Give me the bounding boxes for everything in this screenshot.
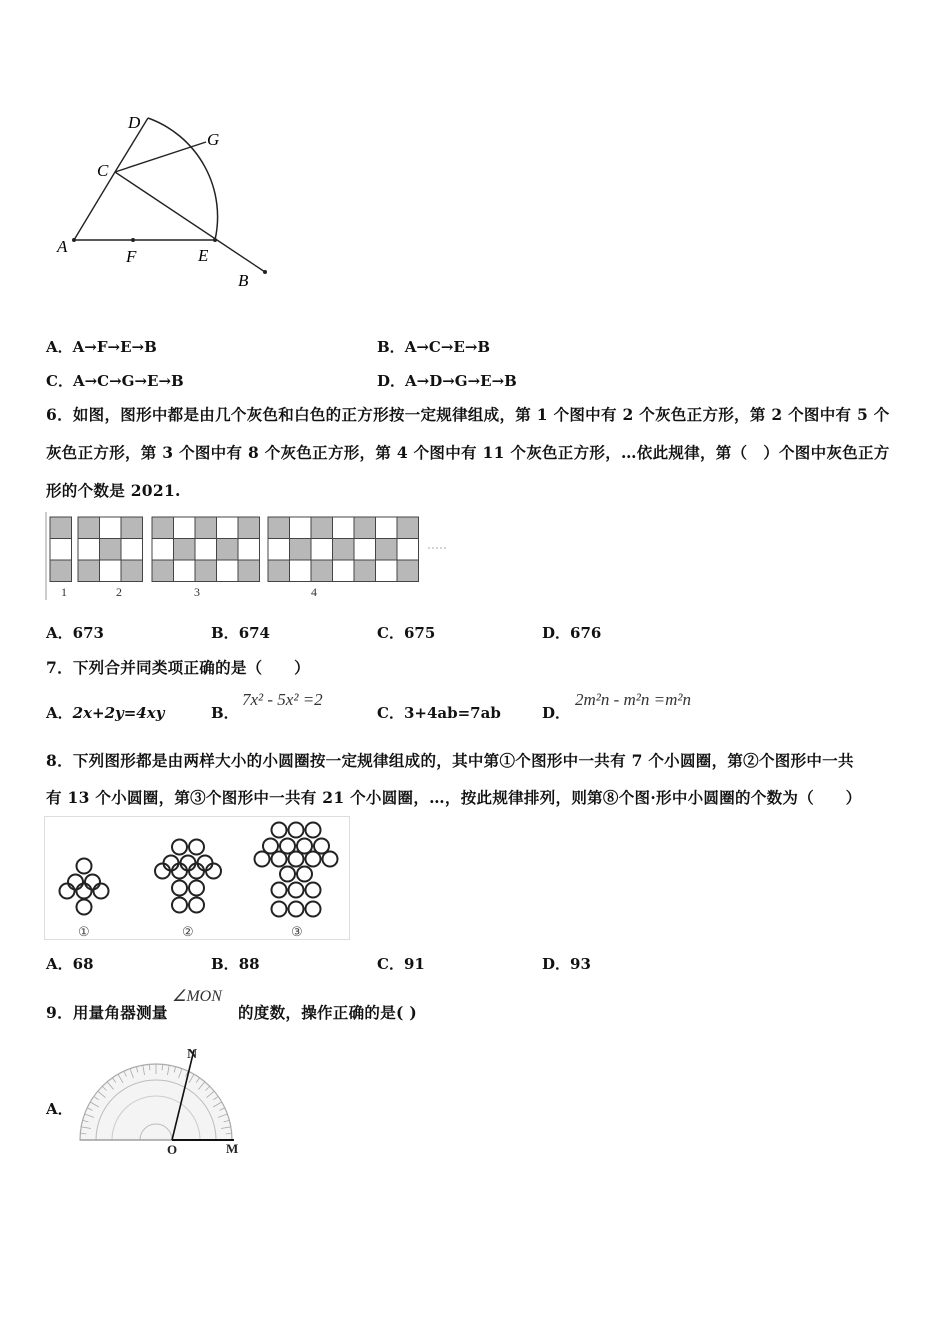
option-key: C． — [377, 624, 404, 642]
small-circle — [94, 884, 109, 899]
small-circle — [172, 898, 187, 913]
protractor-tick — [162, 1064, 163, 1070]
small-circle — [306, 823, 321, 838]
point-label-a: A — [57, 237, 68, 256]
q5-option-b[interactable] — [377, 336, 490, 357]
q7-formula-d: 2m²n - m²n =m²n — [575, 690, 692, 709]
small-circle — [181, 856, 196, 871]
figure-label-1: 1 — [61, 585, 67, 599]
small-circle — [306, 883, 321, 898]
small-circle — [189, 881, 204, 896]
small-circle — [189, 864, 204, 879]
option-key: D． — [542, 704, 571, 722]
option-text: 674 — [238, 624, 270, 642]
small-circle — [289, 852, 304, 867]
option-text: A→C→E→B — [404, 338, 491, 356]
small-circle — [155, 864, 170, 879]
q9-option-a[interactable]: A． — [46, 1100, 73, 1118]
grid-square — [311, 517, 333, 539]
small-circle — [189, 840, 204, 855]
option-key: B． — [377, 338, 405, 356]
grid-square — [78, 539, 100, 561]
point-label-b: B — [238, 271, 249, 290]
option-key: C． — [46, 372, 73, 390]
option-text: 93 — [570, 955, 591, 973]
q9-stem-before: 9．用量角器测量 — [46, 1003, 168, 1022]
protractor-label-n: N — [187, 1047, 198, 1062]
small-circle — [206, 864, 221, 879]
option-key: C． — [377, 955, 404, 973]
grid-square — [333, 560, 355, 582]
q5-option-d[interactable] — [377, 370, 517, 391]
grid-square — [376, 560, 398, 582]
option-text: A→D→G→E→B — [405, 372, 517, 390]
option-key: A． — [46, 955, 73, 973]
small-circle — [289, 883, 304, 898]
grid-square — [121, 560, 143, 582]
grid-square — [354, 539, 376, 561]
grid-square — [217, 517, 239, 539]
figure-label-circled-3: ③ — [291, 924, 303, 939]
point-label-d: D — [128, 113, 141, 132]
option-text: 676 — [570, 624, 602, 642]
grid-square — [311, 539, 333, 561]
q8-stem-line-2: 有 13 个小圆圈，第③个图形中一共有 21 个小圆圈，…，按此规律排列，则第⑧个图·形中小圆圈的个数为（ ） — [46, 788, 862, 807]
q6-option-b[interactable] — [211, 622, 270, 643]
option-text: 3+4ab=7ab — [403, 704, 501, 722]
q6-stem-line-3: 形的个数是 2021. — [46, 481, 181, 500]
q5-option-a[interactable] — [46, 336, 157, 357]
grid-square — [152, 539, 174, 561]
small-circle — [272, 883, 287, 898]
small-circle — [289, 823, 304, 838]
option-key: B． — [211, 624, 239, 642]
small-circle — [172, 840, 187, 855]
protractor-tick — [149, 1064, 150, 1070]
grid-square — [290, 560, 312, 582]
option-key: D． — [377, 372, 406, 390]
small-circle — [306, 852, 321, 867]
protractor-tick — [80, 1133, 86, 1134]
q8-stem-line-1: 8．下列图形都是由两样大小的小圆圈按一定规律组成的，其中第①个图形中一共有 7 个小圆圈，第②个图形中一共 — [46, 751, 854, 770]
small-circle — [272, 902, 287, 917]
option-text: A→C→G→E→B — [72, 372, 184, 390]
small-circle — [255, 852, 270, 867]
grid-square — [354, 560, 376, 582]
grid-square — [397, 539, 419, 561]
option-key: A． — [46, 624, 73, 642]
grid-square — [121, 539, 143, 561]
grid-square — [100, 539, 122, 561]
grid-square — [354, 517, 376, 539]
q8-option-b[interactable] — [211, 953, 260, 974]
geometry-figure — [40, 100, 300, 300]
point-label-c: C — [97, 161, 109, 180]
small-circle — [289, 902, 304, 917]
grid-square — [50, 517, 72, 539]
small-circle — [306, 902, 321, 917]
q7-option-a[interactable] — [46, 702, 164, 723]
q7-option-b[interactable] — [211, 702, 239, 723]
point-label-g: G — [207, 130, 220, 149]
grid-square — [152, 517, 174, 539]
grid-square — [268, 517, 290, 539]
grid-square — [290, 539, 312, 561]
figure-label-2: 2 — [116, 585, 122, 599]
q9-angle-mon: ∠MON — [172, 988, 222, 1005]
option-text: 675 — [403, 624, 436, 642]
grid-square — [333, 517, 355, 539]
protractor-label-o: O — [167, 1142, 178, 1157]
point-label-f: F — [126, 247, 137, 266]
q8-option-d[interactable] — [542, 953, 591, 974]
q5-option-c[interactable] — [46, 370, 184, 391]
q9-protractor-figure — [72, 1042, 247, 1160]
q9-stem-after: 的度数，操作正确的是( ) — [238, 1003, 417, 1022]
option-key: B． — [211, 955, 239, 973]
small-circle — [68, 875, 83, 890]
q8-option-a[interactable] — [46, 953, 94, 974]
q7-formula-b: 7x² - 5x² =2 — [242, 690, 323, 709]
small-circle — [280, 867, 295, 882]
figure-label-circled-2: ② — [182, 924, 194, 939]
option-key: B． — [211, 704, 239, 722]
grid-square — [100, 560, 122, 582]
grid-square — [268, 539, 290, 561]
grid-square — [174, 539, 196, 561]
small-circle — [272, 823, 287, 838]
q6-square-pattern-figure — [44, 508, 454, 604]
small-circle — [297, 867, 312, 882]
small-circle — [272, 852, 287, 867]
option-text: A→F→E→B — [72, 338, 157, 356]
option-key: A． — [46, 338, 73, 356]
q7-option-d[interactable] — [542, 702, 570, 723]
q6-stem-line-1: 6．如图，图形中都是由几个灰色和白色的正方形按一定规律组成，第 1 个图中有 2 个灰色正方形，第 2 个图中有 5 个 — [46, 405, 890, 424]
q7-option-c[interactable] — [377, 702, 501, 723]
option-text: 673 — [72, 624, 104, 642]
option-key: D． — [542, 624, 571, 642]
grid-square — [121, 517, 143, 539]
grid-square — [333, 539, 355, 561]
q6-option-a[interactable] — [46, 622, 104, 643]
option-key: C． — [377, 704, 404, 722]
figure-label-circled-1: ① — [78, 924, 90, 939]
grid-square — [397, 517, 419, 539]
grid-square — [174, 560, 196, 582]
grid-square — [376, 539, 398, 561]
grid-square — [217, 539, 239, 561]
small-circle — [172, 881, 187, 896]
grid-square — [311, 560, 333, 582]
grid-square — [78, 517, 100, 539]
grid-square — [217, 560, 239, 582]
protractor-tick — [226, 1133, 232, 1134]
figure-label-4: 4 — [311, 585, 317, 599]
figure-label-3: 3 — [194, 585, 200, 599]
grid-square — [100, 517, 122, 539]
q6-option-c[interactable] — [377, 622, 435, 643]
q6-stem-line-2: 灰色正方形，第 3 个图中有 8 个灰色正方形，第 4 个图中有 11 个灰色正方形，…依此规律，第（ ）个图中灰色正方 — [46, 443, 890, 462]
grid-square — [238, 539, 260, 561]
small-circle — [189, 898, 204, 913]
option-text: 88 — [238, 955, 260, 973]
small-circle — [164, 856, 179, 871]
q6-option-d[interactable] — [542, 622, 601, 643]
option-text: 68 — [72, 955, 94, 973]
grid-square — [376, 517, 398, 539]
grid-square — [195, 560, 217, 582]
small-circle — [77, 859, 92, 874]
grid-square — [290, 517, 312, 539]
q7-stem: 7．下列合并同类项正确的是（ ） — [46, 658, 310, 677]
small-circle — [77, 900, 92, 915]
small-circle — [77, 884, 92, 899]
grid-square — [238, 517, 260, 539]
grid-square — [268, 560, 290, 582]
protractor-label-m: M — [226, 1141, 239, 1156]
option-text: 2x+2y=4xy — [72, 704, 165, 722]
option-key: A． — [46, 704, 73, 722]
grid-square — [195, 517, 217, 539]
grid-square — [50, 560, 72, 582]
grid-square — [174, 517, 196, 539]
grid-square — [152, 560, 174, 582]
small-circle — [60, 884, 75, 899]
small-circle — [85, 875, 100, 890]
small-circle — [323, 852, 338, 867]
point-label-e: E — [198, 246, 209, 265]
grid-square — [78, 560, 100, 582]
grid-square — [50, 539, 72, 561]
grid-square — [238, 560, 260, 582]
grid-square — [195, 539, 217, 561]
grid-square — [397, 560, 419, 582]
small-circle — [172, 864, 187, 879]
q8-option-c[interactable] — [377, 953, 425, 974]
option-text: 91 — [403, 955, 425, 973]
option-key: D． — [542, 955, 571, 973]
q8-circle-pattern-figure — [44, 816, 354, 944]
small-circle — [198, 856, 213, 871]
